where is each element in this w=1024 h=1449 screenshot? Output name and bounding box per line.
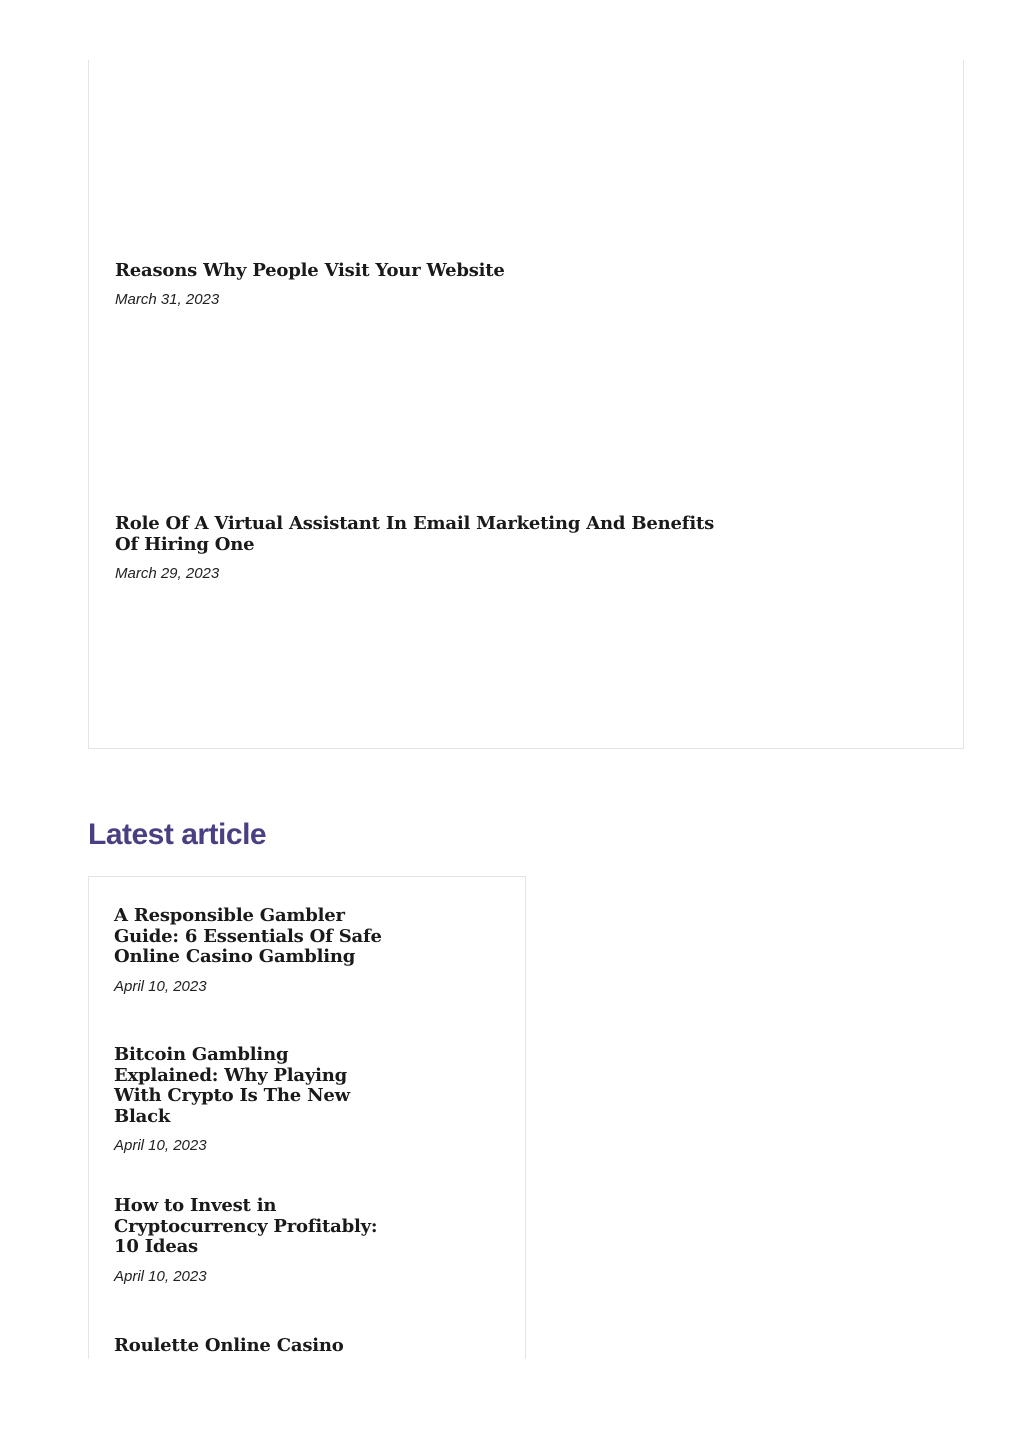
latest-article-date: April 10, 2023 [114, 1137, 207, 1155]
latest-article-date: April 10, 2023 [114, 1267, 207, 1285]
latest-article-item[interactable] [114, 1336, 394, 1357]
latest-articles-panel [88, 876, 526, 1359]
related-posts-panel [88, 60, 964, 749]
latest-article-heading: Latest article [88, 818, 267, 851]
related-post-date: March 31, 2023 [115, 291, 220, 308]
latest-article-item[interactable] [114, 1045, 394, 1154]
related-post-title[interactable]: Reasons Why People Visit Your Website [115, 260, 505, 281]
latest-article-date: April 10, 2023 [114, 977, 207, 995]
latest-article-item[interactable] [114, 1196, 394, 1285]
related-post[interactable] [115, 260, 725, 308]
latest-article-title[interactable]: A Responsible Gambler Guide: 6 Essentials Of Safe Online Casino Gambling [114, 905, 382, 968]
latest-article-title[interactable]: How to Invest in Cryptocurrency Profitably: 10 Ideas [114, 1195, 378, 1258]
latest-article-title[interactable]: Bitcoin Gambling Explained: Why Playing With Crypto Is The New Black [114, 1044, 350, 1127]
latest-article-item[interactable] [114, 906, 394, 995]
related-post-date: March 29, 2023 [115, 565, 220, 582]
related-post[interactable] [115, 513, 725, 582]
related-post-title[interactable]: Role Of A Virtual Assistant In Email Marketing And Benefits Of Hiring One [115, 513, 715, 555]
latest-article-title[interactable]: Roulette Online Casino [114, 1335, 344, 1356]
